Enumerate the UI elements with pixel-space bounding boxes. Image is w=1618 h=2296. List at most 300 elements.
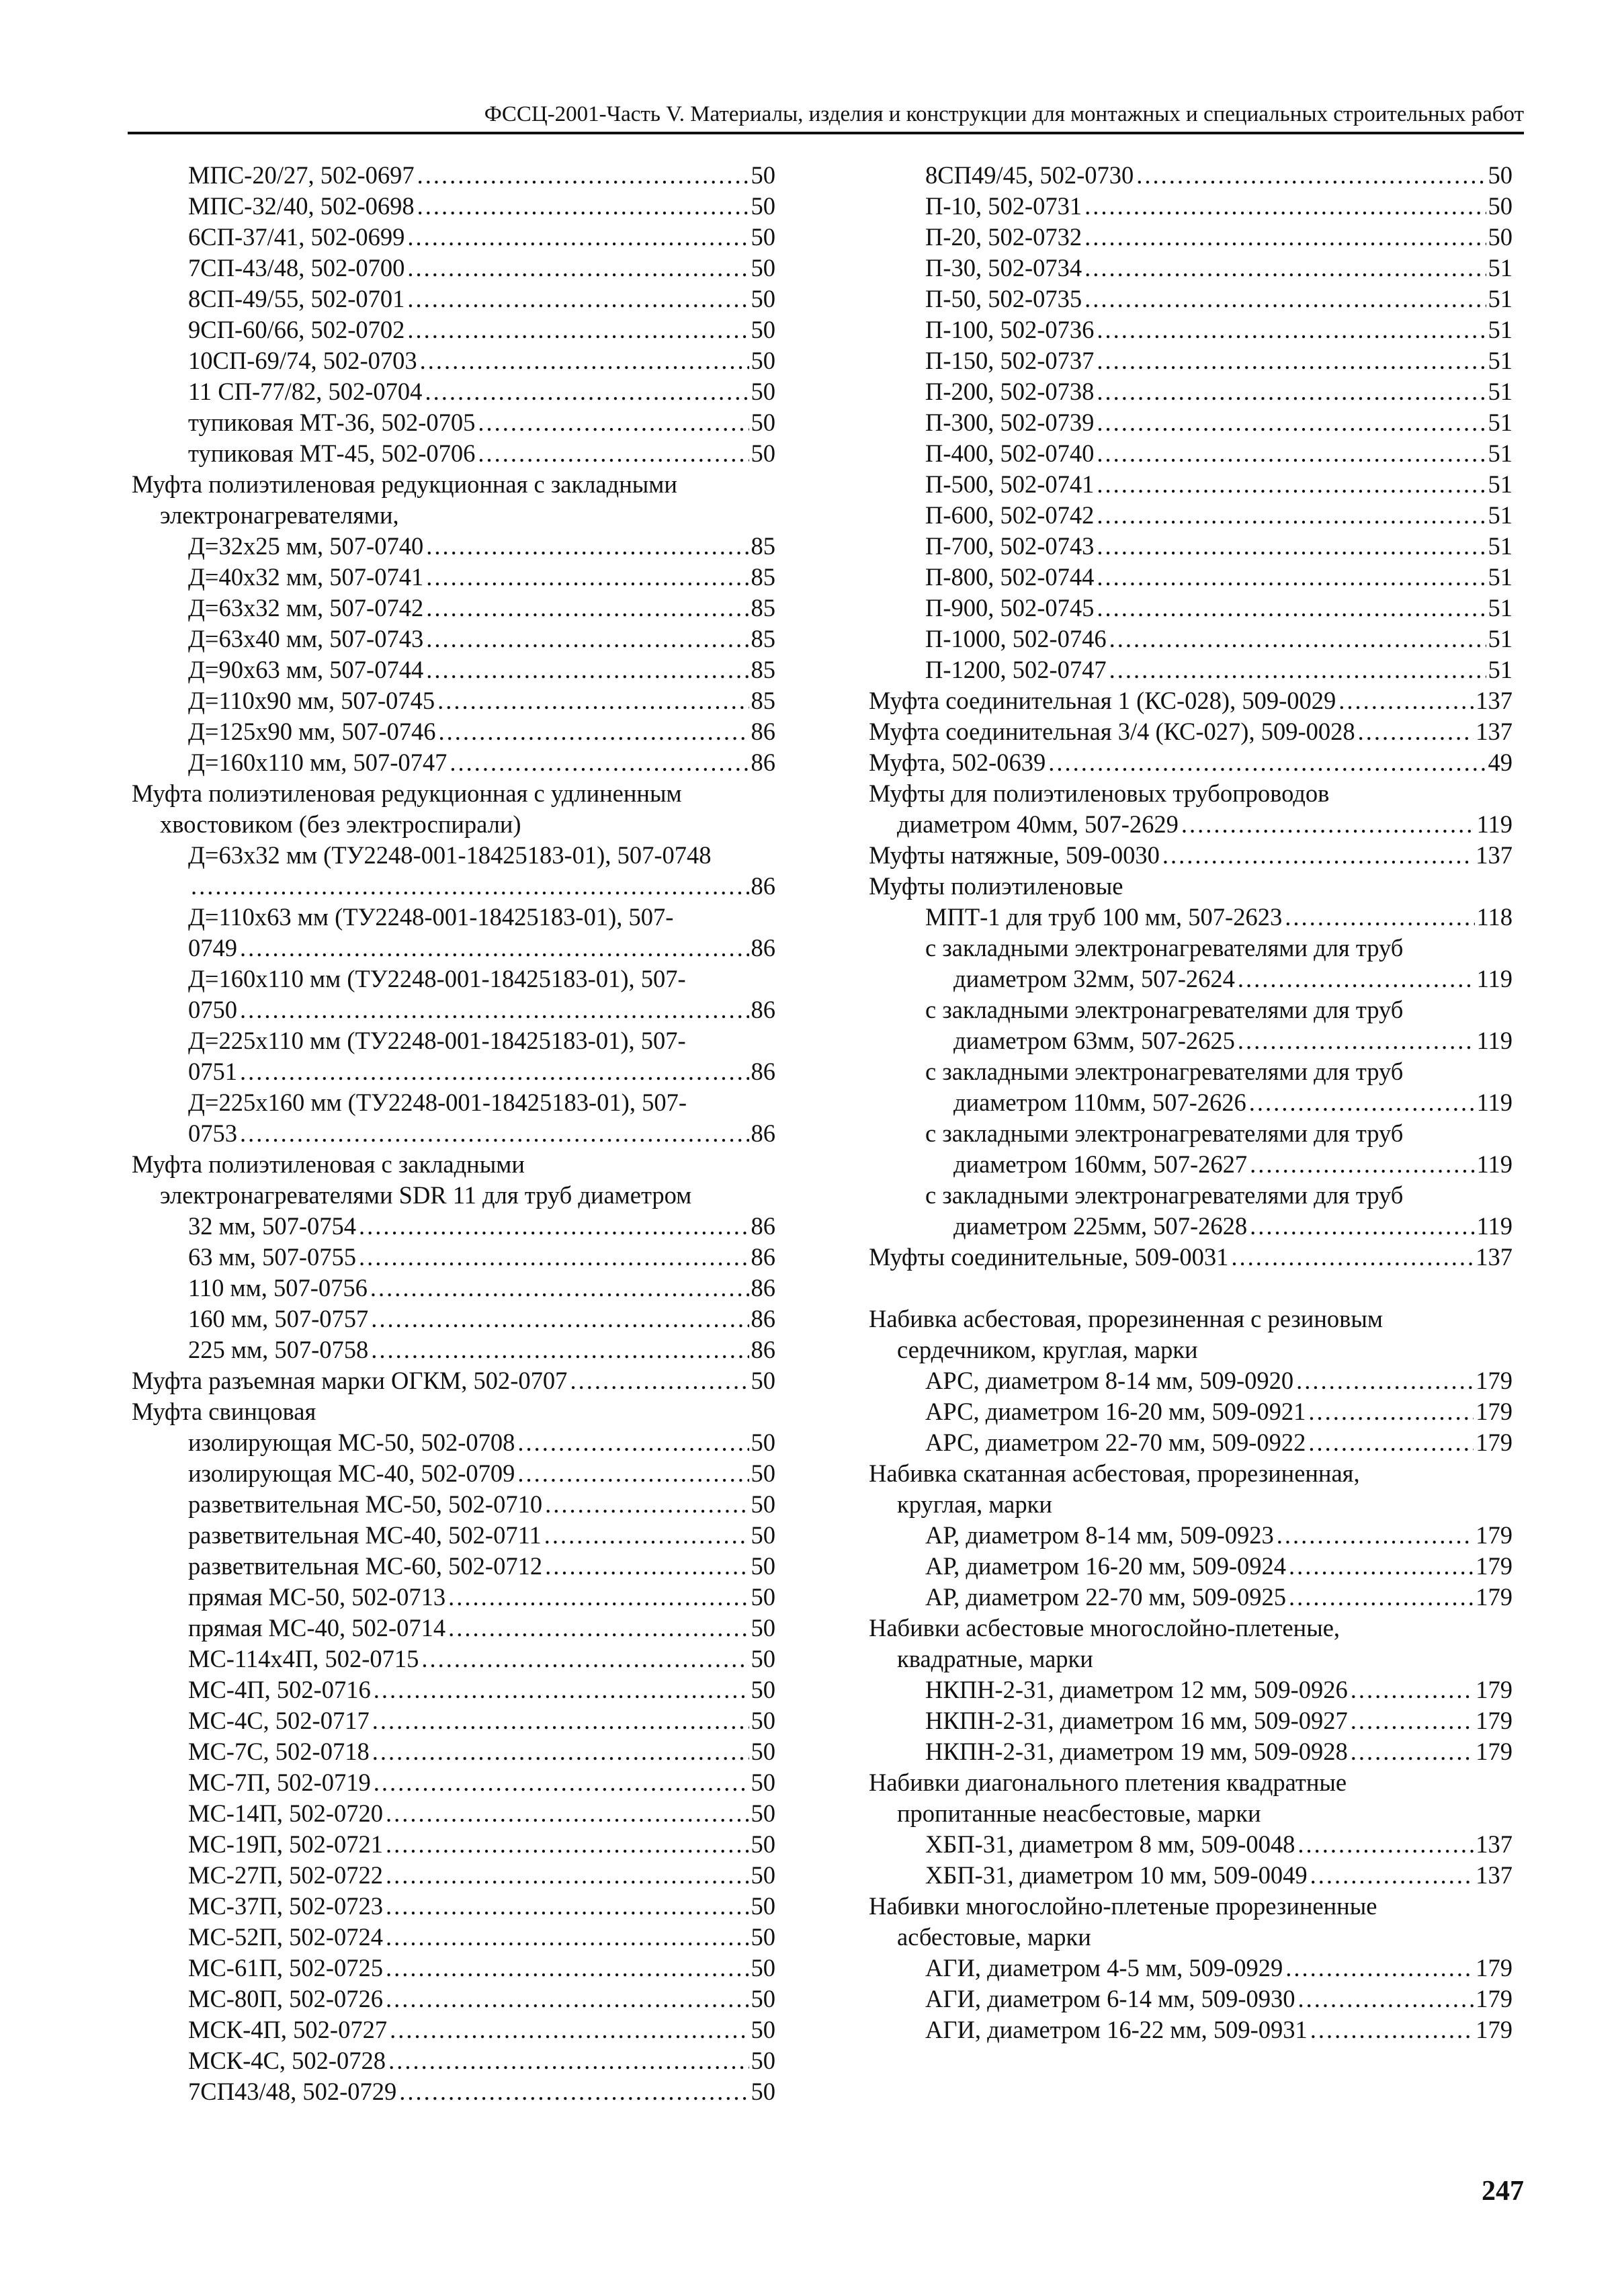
index-entry <box>132 871 775 902</box>
index-entry <box>132 1025 775 1056</box>
index-entry-page: 50 <box>751 347 775 374</box>
index-entry-page: 51 <box>1488 563 1513 591</box>
index-entry-text: 0749 <box>188 934 237 962</box>
index-entry-text: 225 мм, 507-0758 <box>188 1336 369 1363</box>
index-entry-text: 9СП-60/66, 502-0702 <box>188 316 405 343</box>
dot-leader <box>1097 469 1486 500</box>
index-entry <box>869 314 1513 345</box>
index-entry-page: 50 <box>1488 223 1513 251</box>
index-entry-page: 50 <box>751 1521 775 1549</box>
index-entry-page: 179 <box>1476 1429 1513 1456</box>
index-entry-text: электронагревателями SDR 11 для труб диаметром <box>160 1181 692 1209</box>
page-number: 247 <box>1482 2176 1524 2207</box>
index-entry-text: Муфта разъемная марки ОГКМ, 502-0707 <box>132 1367 568 1394</box>
index-entry-text: Д=225x110 мм (ТУ2248-001-18425183-01), 507- <box>188 1027 686 1054</box>
index-entry-page: 179 <box>1476 1521 1513 1549</box>
index-entry <box>869 284 1513 314</box>
index-entry-text: сердечником, круглая, марки <box>897 1336 1198 1363</box>
index-entry-text: Муфта полиэтиленовая редукционная с закладными <box>132 470 677 498</box>
dot-leader <box>1231 1242 1474 1273</box>
dot-leader <box>240 1118 749 1149</box>
index-entry-page: 51 <box>1488 656 1513 683</box>
index-entry <box>132 1922 775 1953</box>
index-entry-text: диаметром 40мм, 507-2629 <box>897 810 1179 838</box>
index-entry-text: П-150, 502-0737 <box>925 347 1095 374</box>
index-entry-text: АГИ, диаметром 16-22 мм, 509-0931 <box>925 2016 1308 2043</box>
index-entry-text: Д=63x32 мм (ТУ2248-001-18425183-01), 507-0748 <box>188 841 712 869</box>
index-entry-text: Муфта, 502-0639 <box>869 749 1046 776</box>
index-entry-page: 51 <box>1488 594 1513 622</box>
dot-leader <box>545 1489 749 1520</box>
dot-leader <box>1084 222 1486 253</box>
index-entry-page: 179 <box>1476 2016 1513 2043</box>
dot-leader <box>390 2014 749 2045</box>
dot-leader <box>1351 1736 1474 1767</box>
index-entry-page: 50 <box>751 1861 775 1889</box>
index-entry <box>132 1180 775 1211</box>
dot-leader <box>1310 1860 1474 1891</box>
running-header <box>128 101 1524 134</box>
dot-leader <box>438 716 749 747</box>
index-entry-page: 50 <box>751 1830 775 1858</box>
index-entry <box>869 1304 1513 1334</box>
index-entry <box>132 654 775 685</box>
index-entry-text: Д=32x25 мм, 507-0740 <box>188 532 424 560</box>
index-entry <box>132 778 775 809</box>
index-entry-page: 51 <box>1488 409 1513 436</box>
index-entry <box>132 1613 775 1644</box>
index-entry-text: 0753 <box>188 1119 237 1147</box>
index-entry-page: 86 <box>751 1274 775 1302</box>
index-entry <box>132 2076 775 2107</box>
index-entry <box>869 1365 1513 1396</box>
dot-leader <box>1097 500 1486 531</box>
index-entry-page: 86 <box>751 1336 775 1363</box>
index-entry <box>869 1056 1513 1087</box>
index-entry <box>869 1922 1513 1953</box>
dot-leader <box>372 1705 749 1736</box>
index-entry-text: Муфты полиэтиленовые <box>869 872 1123 900</box>
index-entry <box>132 1273 775 1304</box>
index-entry-page: 50 <box>1488 192 1513 220</box>
index-entry <box>132 1458 775 1489</box>
index-entry <box>869 747 1513 778</box>
index-entry <box>132 1365 775 1396</box>
index-entry <box>132 902 775 933</box>
index-entry <box>869 1489 1513 1520</box>
index-entry-text: П-100, 502-0736 <box>925 316 1095 343</box>
index-entry <box>869 500 1513 531</box>
index-entry <box>132 2014 775 2045</box>
index-entry-text: АРС, диаметром 22-70 мм, 509-0922 <box>925 1429 1306 1456</box>
index-entry-text: П-700, 502-0743 <box>925 532 1095 560</box>
index-entry-page: 50 <box>751 1738 775 1765</box>
index-entry-page: 50 <box>751 1985 775 2012</box>
dot-leader <box>517 1427 749 1458</box>
index-entry <box>132 531 775 562</box>
index-entry-page: 179 <box>1476 1985 1513 2012</box>
index-entry-page: 86 <box>751 872 775 900</box>
index-entry-text: МС-4С, 502-0717 <box>188 1707 370 1734</box>
index-entry-text: П-500, 502-0741 <box>925 470 1095 498</box>
index-entry-text: с закладными электронагревателями для труб <box>925 934 1404 962</box>
index-entry <box>132 1644 775 1674</box>
index-entry <box>869 531 1513 562</box>
index-entry <box>869 1953 1513 1984</box>
index-entry-text: П-200, 502-0738 <box>925 378 1095 405</box>
index-entry <box>132 2045 775 2076</box>
dot-leader <box>1358 716 1474 747</box>
index-entry-page: 50 <box>751 1707 775 1734</box>
index-entry-page: 137 <box>1476 1830 1513 1858</box>
dot-leader <box>517 1458 749 1489</box>
index-entry-text: 10СП-69/74, 502-0703 <box>188 347 417 374</box>
index-entry-text: МС-7С, 502-0718 <box>188 1738 370 1765</box>
dot-leader <box>1351 1674 1474 1705</box>
index-entry-text: разветвительная МС-50, 502-0710 <box>188 1490 543 1518</box>
index-entry-page: 179 <box>1476 1676 1513 1703</box>
index-entry <box>132 500 775 531</box>
index-entry <box>132 1334 775 1365</box>
index-entry-text: с закладными электронагревателями для труб <box>925 996 1404 1023</box>
index-entry-page: 179 <box>1476 1738 1513 1765</box>
index-entry <box>869 1582 1513 1613</box>
dot-leader <box>437 685 749 716</box>
index-entry <box>132 345 775 376</box>
index-entry <box>132 1582 775 1613</box>
index-entry-page: 119 <box>1476 1089 1513 1116</box>
index-entry-text: Д=110x90 мм, 507-0745 <box>188 687 435 714</box>
index-entry <box>869 1180 1513 1211</box>
index-entry <box>132 1118 775 1149</box>
index-entry-page: 179 <box>1476 1707 1513 1734</box>
dot-leader <box>1097 593 1486 624</box>
index-entry <box>869 593 1513 624</box>
index-entry-text: МС-80П, 502-0726 <box>188 1985 383 2012</box>
dot-leader <box>426 593 749 624</box>
dot-leader <box>1109 624 1486 654</box>
index-entry <box>132 1304 775 1334</box>
index-entry-page: 86 <box>751 1305 775 1332</box>
index-entry <box>132 1798 775 1829</box>
index-entry <box>132 1211 775 1242</box>
index-entry-text: МС-4П, 502-0716 <box>188 1676 371 1703</box>
index-entry-page: 50 <box>751 1799 775 1827</box>
index-entry-text: МС-19П, 502-0721 <box>188 1830 383 1858</box>
index-entry-text: 160 мм, 507-0757 <box>188 1305 369 1332</box>
index-entry-page: 50 <box>751 1645 775 1672</box>
index-entry <box>132 1860 775 1891</box>
index-entry-page: 85 <box>751 687 775 714</box>
index-entry <box>132 191 775 222</box>
index-entry <box>132 1087 775 1118</box>
index-entry <box>869 994 1513 1025</box>
dot-leader <box>1097 345 1486 376</box>
dot-leader <box>545 1551 749 1582</box>
index-entry-text: разветвительная МС-60, 502-0712 <box>188 1552 543 1580</box>
index-entry <box>869 376 1513 407</box>
index-entry-page: 51 <box>1488 439 1513 467</box>
index-entry-text: П-600, 502-0742 <box>925 501 1095 529</box>
dot-leader <box>1097 562 1486 593</box>
dot-leader <box>1084 284 1486 314</box>
index-entry <box>132 253 775 284</box>
dot-leader <box>386 1798 749 1829</box>
index-entry-page: 137 <box>1476 687 1513 714</box>
index-entry-text: изолирующая МС-50, 502-0708 <box>188 1429 515 1456</box>
index-entry-page: 50 <box>1488 161 1513 189</box>
index-entry <box>132 222 775 253</box>
index-entry-text: АР, диаметром 16-20 мм, 509-0924 <box>925 1552 1287 1580</box>
index-entry <box>869 902 1513 933</box>
index-entry-text: П-10, 502-0731 <box>925 192 1082 220</box>
dot-leader <box>1097 438 1486 469</box>
dot-leader <box>386 1891 749 1922</box>
dot-leader <box>1285 1953 1474 1984</box>
index-entry-page: 86 <box>751 1243 775 1271</box>
dot-leader <box>1285 902 1474 933</box>
index-entry <box>869 1334 1513 1365</box>
dot-leader <box>570 1365 749 1396</box>
index-entry-page: 50 <box>751 1676 775 1703</box>
index-entry-text: АГИ, диаметром 6-14 мм, 509-0930 <box>925 1985 1295 2012</box>
index-entry-text: диаметром 110мм, 507-2626 <box>953 1089 1246 1116</box>
dot-leader <box>448 1582 749 1613</box>
index-entry <box>869 933 1513 964</box>
dot-leader <box>386 1829 749 1860</box>
index-entry-text: Муфта полиэтиленовая редукционная с удлиненным <box>132 779 682 807</box>
index-entry <box>869 1674 1513 1705</box>
index-entry-page: 51 <box>1488 625 1513 652</box>
index-entry-text: НКПН-2-31, диаметром 16 мм, 509-0927 <box>925 1707 1348 1734</box>
index-entry-text: МПС-20/27, 502-0697 <box>188 161 415 189</box>
index-entry-text: Д=40x32 мм, 507-0741 <box>188 563 424 591</box>
index-entry <box>869 1149 1513 1180</box>
index-entry-page: 119 <box>1476 1027 1513 1054</box>
index-entry-text: с закладными электронагревателями для труб <box>925 1119 1404 1147</box>
index-entry-page: 51 <box>1488 285 1513 312</box>
index-entry-page: 179 <box>1476 1398 1513 1425</box>
dot-leader <box>374 1674 749 1705</box>
index-entry <box>869 1984 1513 2014</box>
index-entry-text: с закладными электронагревателями для труб <box>925 1058 1404 1085</box>
index-entry-text: Д=160x110 мм, 507-0747 <box>188 749 448 776</box>
index-column-left <box>132 160 775 2107</box>
dot-leader <box>399 2076 749 2107</box>
index-entry-text: ХБП-31, диаметром 8 мм, 509-0048 <box>925 1830 1295 1858</box>
dot-leader <box>1109 654 1486 685</box>
index-entry <box>132 994 775 1025</box>
index-entry <box>869 716 1513 747</box>
index-entry-page: 50 <box>751 1954 775 1982</box>
index-entry-text: диаметром 225мм, 507-2628 <box>953 1212 1248 1240</box>
index-entry-page: 50 <box>751 409 775 436</box>
index-entry-page: 119 <box>1476 810 1513 838</box>
dot-leader <box>1181 809 1475 840</box>
index-entry-page: 137 <box>1476 1243 1513 1271</box>
index-entry-text: МСК-4П, 502-0727 <box>188 2016 388 2043</box>
index-entry-text: изолирующая МС-40, 502-0709 <box>188 1459 515 1487</box>
index-entry-page: 50 <box>751 223 775 251</box>
index-entry-page: 86 <box>751 1119 775 1147</box>
index-entry <box>869 1087 1513 1118</box>
index-entry-text: П-400, 502-0740 <box>925 439 1095 467</box>
index-entry-page: 50 <box>751 378 775 405</box>
dot-leader <box>1097 376 1486 407</box>
running-header-title: ФССЦ-2001-Часть V. Материалы, изделия и конструкции для монтажных и специальных строительных работ <box>484 102 1524 126</box>
index-entry-text: П-30, 502-0734 <box>925 254 1082 282</box>
index-entry-text: прямая МС-50, 502-0713 <box>188 1583 446 1611</box>
index-entry-page: 86 <box>751 934 775 962</box>
dot-leader <box>421 1644 749 1674</box>
index-entry-text: Д=110x63 мм (ТУ2248-001-18425183-01), 507- <box>188 903 674 931</box>
index-entry <box>132 438 775 469</box>
index-entry <box>869 562 1513 593</box>
index-entry-page: 50 <box>751 1367 775 1394</box>
index-entry <box>869 654 1513 685</box>
index-entry-text: диаметром 160мм, 507-2627 <box>953 1150 1248 1178</box>
index-entry-text: П-20, 502-0732 <box>925 223 1082 251</box>
dot-leader <box>371 1334 749 1365</box>
dot-leader <box>1289 1551 1474 1582</box>
index-entry <box>869 1860 1513 1891</box>
index-entry-text: П-800, 502-0744 <box>925 563 1095 591</box>
dot-leader <box>240 994 749 1025</box>
index-entry-page: 50 <box>751 285 775 312</box>
index-entry <box>132 1056 775 1087</box>
index-entry <box>132 1674 775 1705</box>
index-entry-page: 119 <box>1476 965 1513 992</box>
index-entry <box>869 2014 1513 2045</box>
index-entry-page: 86 <box>751 1058 775 1085</box>
index-entry-text: Набивки диагонального плетения квадратные <box>869 1769 1347 1796</box>
index-entry-page: 50 <box>751 2047 775 2074</box>
index-entry <box>869 964 1513 994</box>
dot-leader <box>374 1767 749 1798</box>
index-entry-page: 85 <box>751 563 775 591</box>
dot-leader <box>240 933 749 964</box>
dot-leader <box>386 1984 749 2014</box>
index-entry-page: 119 <box>1476 1150 1513 1178</box>
index-entry-page: 179 <box>1476 1954 1513 1982</box>
index-entry-text: 7СП-43/48, 502-0700 <box>188 254 405 282</box>
index-entry-text: НКПН-2-31, диаметром 12 мм, 509-0926 <box>925 1676 1348 1703</box>
dot-leader <box>1162 840 1474 871</box>
index-entry-page: 119 <box>1476 1212 1513 1240</box>
index-entry-page: 85 <box>751 594 775 622</box>
index-entry-text: 0750 <box>188 996 237 1023</box>
index-entry <box>132 1520 775 1551</box>
dot-leader <box>426 654 749 685</box>
index-entry-text: НКПН-2-31, диаметром 19 мм, 509-0928 <box>925 1738 1348 1765</box>
dot-leader <box>1250 1211 1474 1242</box>
index-entry-page: 51 <box>1488 501 1513 529</box>
index-entry-text: П-50, 502-0735 <box>925 285 1082 312</box>
index-entry-text: 7СП43/48, 502-0729 <box>188 2078 397 2105</box>
index-entry-text: тупиковая МТ-36, 502-0705 <box>188 409 476 436</box>
index-entry-text: Д=63x40 мм, 507-0743 <box>188 625 424 652</box>
dot-leader <box>1308 1396 1474 1427</box>
dot-leader <box>359 1211 749 1242</box>
index-entry-page: 85 <box>751 625 775 652</box>
index-entry <box>132 716 775 747</box>
index-entry <box>869 160 1513 191</box>
dot-leader <box>448 1613 749 1644</box>
index-entry <box>132 1984 775 2014</box>
index-entry-text: АР, диаметром 8-14 мм, 509-0923 <box>925 1521 1274 1549</box>
index-entry <box>132 1767 775 1798</box>
index-entry-text: Муфта соединительная 1 (КС-028), 509-0029 <box>869 687 1336 714</box>
index-entry <box>869 1025 1513 1056</box>
index-entry <box>869 1613 1513 1644</box>
index-entry-page: 50 <box>751 192 775 220</box>
index-entry-text: хвостовиком (без электроспирали) <box>160 810 521 838</box>
index-entry <box>132 593 775 624</box>
index-entry-text: АГИ, диаметром 4-5 мм, 509-0929 <box>925 1954 1283 1982</box>
dot-leader <box>372 1736 749 1767</box>
index-entry-text: Муфта соединительная 3/4 (КС-027), 509-0028 <box>869 718 1355 745</box>
index-entry <box>869 1891 1513 1922</box>
dot-leader <box>370 1273 749 1304</box>
dot-leader <box>1238 1025 1475 1056</box>
dot-leader <box>1351 1705 1474 1736</box>
dot-leader <box>407 314 749 345</box>
index-entry <box>132 840 775 871</box>
index-entry-page: 49 <box>1488 749 1513 776</box>
index-entry-page: 85 <box>751 656 775 683</box>
index-entry-page: 137 <box>1476 1861 1513 1889</box>
index-entry <box>132 284 775 314</box>
dot-leader <box>1249 1087 1475 1118</box>
dot-leader <box>478 407 749 438</box>
index-entry <box>132 1953 775 1984</box>
index-entry <box>869 1396 1513 1427</box>
index-entry-text: П-1000, 502-0746 <box>925 625 1107 652</box>
index-entry <box>132 407 775 438</box>
index-entry-text: Набивки асбестовые многослойно-плетеные, <box>869 1614 1340 1642</box>
index-entry <box>869 1829 1513 1860</box>
index-entry <box>132 809 775 840</box>
index-entry-page: 85 <box>751 532 775 560</box>
index-entry <box>869 685 1513 716</box>
index-entry-page: 50 <box>751 1583 775 1611</box>
index-entry-page: 50 <box>751 1490 775 1518</box>
index-entry <box>869 1798 1513 1829</box>
dot-leader <box>407 284 749 314</box>
dot-leader <box>1297 1829 1474 1860</box>
index-entry-text: МС-61П, 502-0725 <box>188 1954 383 1982</box>
index-entry <box>132 160 775 191</box>
dot-leader <box>1048 747 1486 778</box>
index-entry-page: 50 <box>751 1429 775 1456</box>
index-entry-text: АРС, диаметром 8-14 мм, 509-0920 <box>925 1367 1294 1394</box>
index-column-right <box>869 160 1513 2045</box>
index-entry-text: Муфты соединительные, 509-0031 <box>869 1243 1229 1271</box>
index-entry-page: 179 <box>1476 1367 1513 1394</box>
index-entry-page: 179 <box>1476 1552 1513 1580</box>
index-entry <box>132 1736 775 1767</box>
dot-leader <box>1097 314 1486 345</box>
index-entry <box>869 1458 1513 1489</box>
index-entry <box>132 1242 775 1273</box>
dot-leader <box>1238 964 1475 994</box>
index-entry <box>132 314 775 345</box>
index-entry-page: 50 <box>751 2016 775 2043</box>
index-entry <box>869 1644 1513 1674</box>
index-entry <box>132 1427 775 1458</box>
dot-leader <box>1296 1365 1474 1396</box>
index-entry <box>869 1427 1513 1458</box>
